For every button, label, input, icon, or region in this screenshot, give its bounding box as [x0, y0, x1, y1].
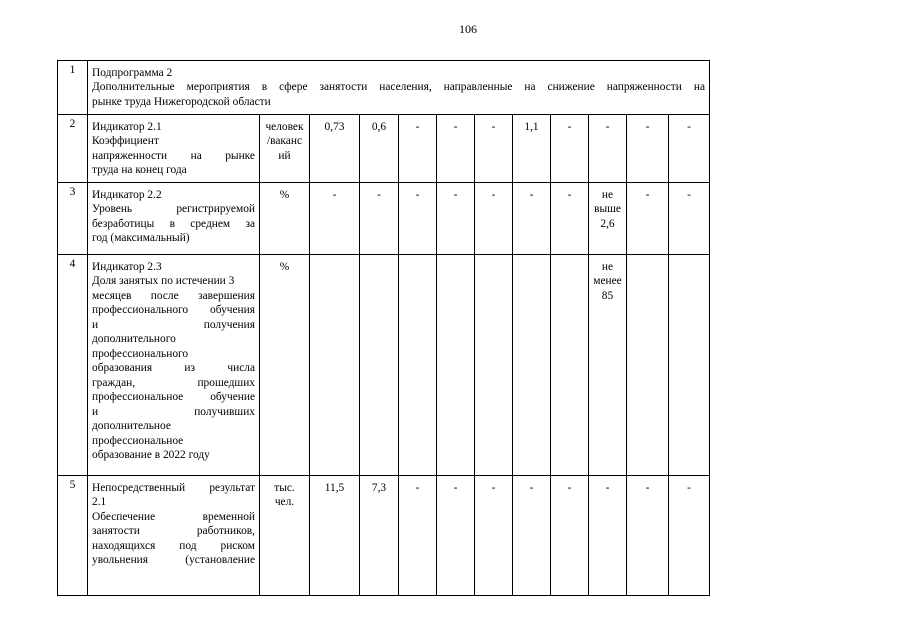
value-cell — [437, 255, 475, 476]
table-row — [58, 115, 710, 183]
indicator-name-line: Индикатор 2.3 — [92, 261, 162, 273]
value-cell: - — [669, 115, 710, 183]
value-cell: - — [360, 183, 399, 255]
table-row — [58, 476, 710, 596]
row-number: 3 — [58, 183, 88, 255]
value-cell: - — [475, 183, 513, 255]
value-cell: - — [627, 476, 669, 596]
value-cell — [475, 255, 513, 476]
value-cell: - — [437, 476, 475, 596]
value-cell — [310, 255, 360, 476]
value-cell — [669, 255, 710, 476]
value-cell: - — [669, 183, 710, 255]
unit-line: % — [279, 261, 290, 273]
value-cell: - — [551, 476, 589, 596]
indicator-name-line: Непосредственный результат — [92, 482, 255, 494]
value-cell: - — [669, 476, 710, 596]
value-cell: - — [627, 115, 669, 183]
indicator-name-line: 2.1 — [92, 496, 107, 509]
value-cell: не менее 85 — [589, 255, 627, 476]
table-row — [58, 255, 710, 476]
indicator-name-line: увольнения (установление — [92, 554, 255, 567]
section-header-row — [58, 61, 710, 115]
indicator-name-cell — [88, 476, 260, 596]
value-cell — [360, 255, 399, 476]
indicator-name-line: и получивших — [92, 405, 255, 418]
indicator-name-line: занятости работников, — [92, 525, 255, 538]
unit-line: человек — [265, 121, 304, 133]
indicator-name-line: профессионального — [92, 347, 189, 360]
value-cell: - — [551, 183, 589, 255]
indicator-name-line: образование в 2022 году — [92, 449, 210, 462]
value-cell: - — [513, 183, 551, 255]
indicator-name-line: Индикатор 2.1 — [92, 121, 162, 133]
page-number: 106 — [459, 22, 477, 36]
indicator-name-line: профессиональное — [92, 434, 184, 447]
indicator-name-line: Обеспечение временной — [92, 510, 255, 523]
indicator-name-line: Коэффициент — [92, 135, 159, 148]
indicator-name-line: месяцев после завершения — [92, 289, 255, 302]
value-cell: - — [437, 115, 475, 183]
row-number: 5 — [58, 476, 88, 596]
row-number: 2 — [58, 115, 88, 183]
value-cell — [627, 255, 669, 476]
row-number: 4 — [58, 255, 88, 476]
indicators-table — [57, 60, 710, 596]
indicator-name-line: профессионального обучения — [92, 304, 255, 317]
section-subtitle-line2: рынке труда Нижегородской области — [92, 95, 271, 108]
indicator-name-line: год (максимальный) — [92, 232, 190, 245]
value-cell: не выше 2,6 — [589, 183, 627, 255]
indicator-name-cell — [88, 115, 260, 183]
value-cell: 11,5 — [310, 476, 360, 596]
unit-line: чел. — [274, 496, 295, 509]
unit-line: /ваканс — [266, 135, 303, 148]
unit-cell — [260, 476, 310, 596]
indicator-name-cell — [88, 255, 260, 476]
unit-cell — [260, 183, 310, 255]
row-number: 1 — [58, 61, 88, 115]
value-cell: 7,3 — [360, 476, 399, 596]
unit-line: % — [279, 189, 290, 201]
value-cell: 0,73 — [310, 115, 360, 183]
section-subtitle-line1: Дополнительные мероприятия в сфере занятости населения, направленные на снижение напряженности на — [92, 81, 705, 94]
table-row — [58, 183, 710, 255]
indicator-name-line: труда на конец года — [92, 164, 187, 177]
value-cell: - — [589, 476, 627, 596]
value-cell: - — [589, 115, 627, 183]
value-cell: - — [627, 183, 669, 255]
section-title: Подпрограмма 2 — [92, 67, 173, 79]
value-cell — [513, 255, 551, 476]
indicator-name-line: Уровень регистрируемой — [92, 203, 255, 216]
value-cell: 0,6 — [360, 115, 399, 183]
indicator-name-line: Доля занятых по истечении 3 — [92, 275, 235, 288]
value-cell: - — [399, 183, 437, 255]
indicator-name-line: Индикатор 2.2 — [92, 189, 162, 201]
section-title-cell — [88, 61, 710, 115]
indicator-name-line: дополнительного — [92, 333, 176, 346]
unit-line: ий — [278, 149, 291, 162]
value-cell: - — [475, 115, 513, 183]
value-cell: - — [437, 183, 475, 255]
value-cell — [551, 255, 589, 476]
value-cell: 1,1 — [513, 115, 551, 183]
indicator-name-line: граждан, прошедших — [92, 376, 255, 389]
unit-cell — [260, 115, 310, 183]
value-cell: - — [399, 115, 437, 183]
value-cell: - — [310, 183, 360, 255]
indicator-name-line: напряженности на рынке — [92, 149, 255, 162]
value-cell — [399, 255, 437, 476]
value-cell: - — [399, 476, 437, 596]
indicator-name-line: и получения — [92, 318, 255, 331]
unit-line: тыс. — [274, 482, 295, 494]
indicator-name-line: профессиональное обучение — [92, 391, 255, 404]
value-cell: - — [513, 476, 551, 596]
indicator-name-cell — [88, 183, 260, 255]
indicator-name-line: образования из числа — [92, 362, 255, 375]
indicator-name-line: находящихся под риском — [92, 539, 255, 552]
value-cell: - — [551, 115, 589, 183]
indicator-name-line: безработицы в среднем за — [92, 217, 255, 230]
value-cell: - — [475, 476, 513, 596]
unit-cell — [260, 255, 310, 476]
indicator-name-line: дополнительное — [92, 420, 171, 433]
